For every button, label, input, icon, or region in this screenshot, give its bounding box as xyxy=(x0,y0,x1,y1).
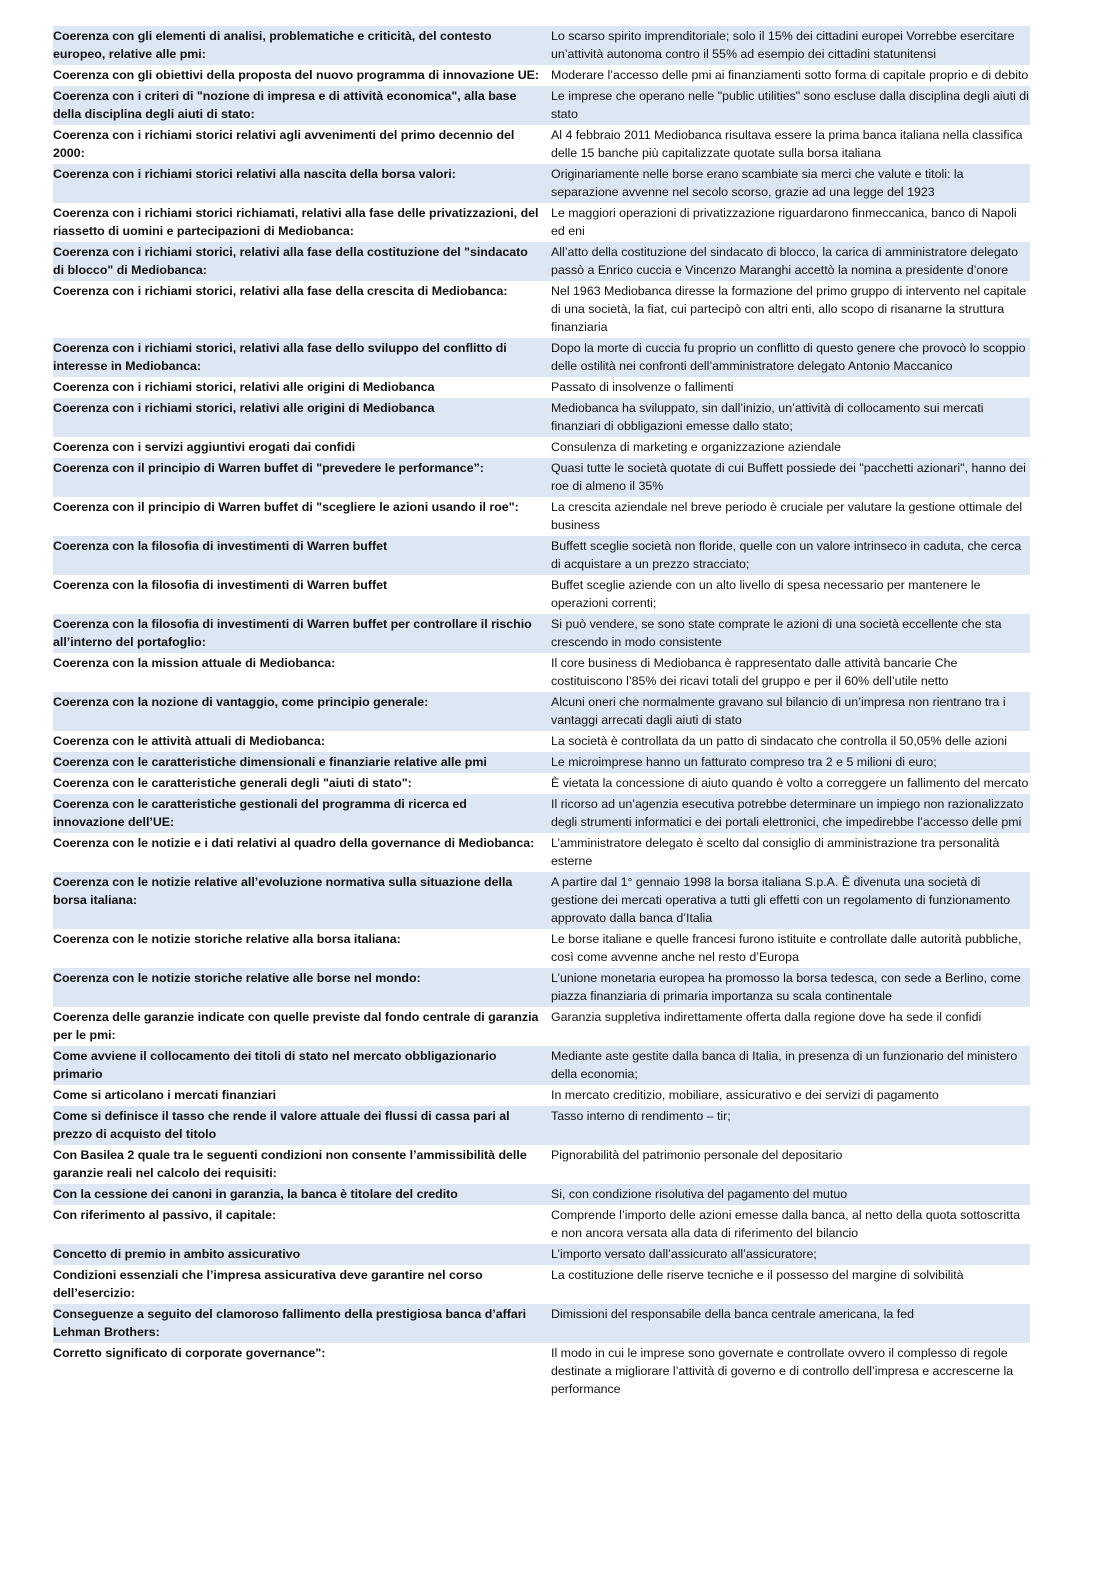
table-row xyxy=(53,1304,1030,1343)
question-cell: Coerenza con i richiami storici relativi alla nascita della borsa valori: xyxy=(53,164,549,203)
answer-cell: È vietata la concessione di aiuto quando è volto a correggere un fallimento del mercato xyxy=(549,773,1030,794)
question-cell: Coerenza con gli elementi di analisi, problematiche e criticità, del contesto europeo, relative alle pmi: xyxy=(53,26,549,65)
answer-cell: Dopo la morte di cuccia fu proprio un conflitto di questo genere che provocò lo scoppio delle ostilità nei confronti dell’amministratore delegato Antonio Maccanico xyxy=(549,338,1030,377)
table-row xyxy=(53,497,1030,536)
question-cell: Come si definisce il tasso che rende il valore attuale dei flussi di cassa pari al prezzo di acquisto del titolo xyxy=(53,1106,549,1145)
question-cell: Coerenza con gli obiettivi della proposta del nuovo programma di innovazione UE: xyxy=(53,65,549,86)
table-row xyxy=(53,1244,1030,1265)
question-cell: Coerenza con la filosofia di investimenti di Warren buffet per controllare il rischio all’interno del portafoglio: xyxy=(53,614,549,653)
table-row xyxy=(53,833,1030,872)
answer-cell: Il core business di Mediobanca è rappresentato dalle attività bancarie Che costituiscono l’85% dei ricavi totali del gruppo e per il 60% dell’utile netto xyxy=(549,653,1030,692)
question-cell: Corretto significato di corporate governance": xyxy=(53,1343,549,1400)
table-row xyxy=(53,437,1030,458)
table-row xyxy=(53,377,1030,398)
answer-cell: All’atto della costituzione del sindacato di blocco, la carica di amministratore delegato passò a Enrico cuccia e Vincenzo Maranghi accettò la nomina a presidente d’onore xyxy=(549,242,1030,281)
answer-cell: Mediante aste gestite dalla banca di Italia, in presenza di un funzionario del ministero della economia; xyxy=(549,1046,1030,1085)
answer-cell: Quasi tutte le società quotate di cui Buffett possiede dei "pacchetti azionari", hanno dei roe di almeno il 35% xyxy=(549,458,1030,497)
table-row xyxy=(53,65,1030,86)
answer-cell: Lo scarso spirito imprenditoriale; solo il 15% dei cittadini europei Vorrebbe esercitare un’attività autonoma contro il 55% ad esempio dei cittadini statunitensi xyxy=(549,26,1030,65)
question-cell: Coerenza con le caratteristiche generali degli "aiuti di stato": xyxy=(53,773,549,794)
answer-cell: Le imprese che operano nelle "public utilities" sono escluse dalla disciplina degli aiuti di stato xyxy=(549,86,1030,125)
question-cell: Concetto di premio in ambito assicurativo xyxy=(53,1244,549,1265)
question-cell: Con la cessione dei canoni in garanzia, la banca è titolare del credito xyxy=(53,1184,549,1205)
answer-cell: Tasso interno di rendimento – tir; xyxy=(549,1106,1030,1145)
question-cell: Coerenza con il principio di Warren buffet di "prevedere le performance”: xyxy=(53,458,549,497)
answer-cell: Originariamente nelle borse erano scambiate sia merci che valute e titoli: la separazione avvenne nel secolo scorso, grazie ad una legge del 1923 xyxy=(549,164,1030,203)
question-cell: Coerenza con i richiami storici, relativi alla fase dello sviluppo del conflitto di interesse in Mediobanca: xyxy=(53,338,549,377)
answer-cell: A partire dal 1° gennaio 1998 la borsa italiana S.p.A. È divenuta una società di gestione dei mercati operativa a tutti gli effetti con un regolamento di funzionamento approvato dalla banca d’Italia xyxy=(549,872,1030,929)
table-row xyxy=(53,1046,1030,1085)
question-cell: Conseguenze a seguito del clamoroso fallimento della prestigiosa banca d’affari Lehman Brothers: xyxy=(53,1304,549,1343)
table-row xyxy=(53,794,1030,833)
answer-cell: Si, con condizione risolutiva del pagamento del mutuo xyxy=(549,1184,1030,1205)
qa-table xyxy=(53,26,1030,1400)
answer-cell: Al 4 febbraio 2011 Mediobanca risultava essere la prima banca italiana nella classifica delle 15 banche più capitalizzate quotate sulla borsa italiana xyxy=(549,125,1030,164)
table-row xyxy=(53,692,1030,731)
qa-table-body xyxy=(53,26,1030,1400)
question-cell: Coerenza con le caratteristiche dimensionali e finanziarie relative alle pmi xyxy=(53,752,549,773)
answer-cell: L’amministratore delegato è scelto dal consiglio di amministrazione tra personalità esterne xyxy=(549,833,1030,872)
question-cell: Coerenza con la nozione di vantaggio, come principio generale: xyxy=(53,692,549,731)
question-cell: Coerenza con i richiami storici, relativi alle origini di Mediobanca xyxy=(53,377,549,398)
question-cell: Coerenza con i criteri di "nozione di impresa e di attività economica", alla base della disciplina degli aiuti di stato: xyxy=(53,86,549,125)
table-row xyxy=(53,1085,1030,1106)
table-row xyxy=(53,752,1030,773)
answer-cell: Il modo in cui le imprese sono governate e controllate ovvero il complesso di regole destinate a migliorare l’attività di governo e di controllo dell’impresa e accrescerne la performance xyxy=(549,1343,1030,1400)
table-row xyxy=(53,872,1030,929)
table-row xyxy=(53,653,1030,692)
question-cell: Coerenza con i richiami storici, relativi alle origini di Mediobanca xyxy=(53,398,549,437)
question-cell: Come avviene il collocamento dei titoli di stato nel mercato obbligazionario primario xyxy=(53,1046,549,1085)
question-cell: Coerenza con i richiami storici richiamati, relativi alla fase delle privatizzazioni, del riassetto di uomini e partecipazioni di Mediobanca: xyxy=(53,203,549,242)
question-cell: Coerenza con la mission attuale di Mediobanca: xyxy=(53,653,549,692)
answer-cell: Buffet sceglie aziende con un alto livello di spesa necessario per mantenere le operazioni correnti; xyxy=(549,575,1030,614)
answer-cell: L’importo versato dall’assicurato all’assicuratore; xyxy=(549,1244,1030,1265)
answer-cell: Dimissioni del responsabile della banca centrale americana, la fed xyxy=(549,1304,1030,1343)
question-cell: Condizioni essenziali che l’impresa assicurativa deve garantire nel corso dell’esercizio: xyxy=(53,1265,549,1304)
question-cell: Coerenza con le notizie storiche relative alla borsa italiana: xyxy=(53,929,549,968)
table-row xyxy=(53,929,1030,968)
answer-cell: Nel 1963 Mediobanca diresse la formazione del primo gruppo di intervento nel capitale di una società, la fiat, cui partecipò con altri enti, allo scopo di risanarne la struttura finanziaria xyxy=(549,281,1030,338)
answer-cell: Moderare l’accesso delle pmi ai finanziamenti sotto forma di capitale proprio e di debito xyxy=(549,65,1030,86)
question-cell: Con riferimento al passivo, il capitale: xyxy=(53,1205,549,1244)
table-row xyxy=(53,1007,1030,1046)
table-row xyxy=(53,203,1030,242)
question-cell: Coerenza con le notizie e i dati relativi al quadro della governance di Mediobanca: xyxy=(53,833,549,872)
answer-cell: Alcuni oneri che normalmente gravano sul bilancio di un’impresa non rientrano tra i vantaggi arrecati dagli aiuti di stato xyxy=(549,692,1030,731)
answer-cell: Le maggiori operazioni di privatizzazione riguardarono finmeccanica, banco di Napoli ed eni xyxy=(549,203,1030,242)
answer-cell: La società è controllata da un patto di sindacato che controlla il 50,05% delle azioni xyxy=(549,731,1030,752)
table-row xyxy=(53,1145,1030,1184)
table-row xyxy=(53,1184,1030,1205)
table-row xyxy=(53,575,1030,614)
table-row xyxy=(53,1205,1030,1244)
table-row xyxy=(53,86,1030,125)
answer-cell: Comprende l’importo delle azioni emesse dalla banca, al netto della quota sottoscritta e non ancora versata alla data di riferimento del bilancio xyxy=(549,1205,1030,1244)
table-row xyxy=(53,536,1030,575)
answer-cell: In mercato creditizio, mobiliare, assicurativo e dei servizi di pagamento xyxy=(549,1085,1030,1106)
question-cell: Coerenza con la filosofia di investimenti di Warren buffet xyxy=(53,536,549,575)
table-row xyxy=(53,338,1030,377)
answer-cell: Pignorabilità del patrimonio personale del depositario xyxy=(549,1145,1030,1184)
question-cell: Coerenza con le notizie storiche relative alle borse nel mondo: xyxy=(53,968,549,1007)
answer-cell: L’unione monetaria europea ha promosso la borsa tedesca, con sede a Berlino, come piazza finanziaria di primaria importanza su scala continentale xyxy=(549,968,1030,1007)
answer-cell: Mediobanca ha sviluppato, sin dall’inizio, un’attività di collocamento sui mercati finanziari di obbligazioni emesse dallo stato; xyxy=(549,398,1030,437)
question-cell: Coerenza con i richiami storici relativi agli avvenimenti del primo decennio del 2000: xyxy=(53,125,549,164)
answer-cell: Consulenza di marketing e organizzazione aziendale xyxy=(549,437,1030,458)
question-cell: Coerenza con le notizie relative all’evoluzione normativa sulla situazione della borsa italiana: xyxy=(53,872,549,929)
question-cell: Con Basilea 2 quale tra le seguenti condizioni non consente l’ammissibilità delle garanzie reali nel calcolo dei requisiti: xyxy=(53,1145,549,1184)
question-cell: Coerenza con i richiami storici, relativi alla fase della crescita di Mediobanca: xyxy=(53,281,549,338)
question-cell: Coerenza con i servizi aggiuntivi erogati dai confidi xyxy=(53,437,549,458)
table-row xyxy=(53,1265,1030,1304)
table-row xyxy=(53,26,1030,65)
table-row xyxy=(53,773,1030,794)
question-cell: Coerenza con i richiami storici, relativi alla fase della costituzione del "sindacato di blocco" di Mediobanca: xyxy=(53,242,549,281)
table-row xyxy=(53,281,1030,338)
question-cell: Coerenza con la filosofia di investimenti di Warren buffet xyxy=(53,575,549,614)
table-row xyxy=(53,614,1030,653)
answer-cell: Passato di insolvenze o fallimenti xyxy=(549,377,1030,398)
table-row xyxy=(53,164,1030,203)
table-row xyxy=(53,458,1030,497)
table-row xyxy=(53,125,1030,164)
answer-cell: Buffett sceglie società non floride, quelle con un valore intrinseco in caduta, che cerca di acquistare a un prezzo stracciato; xyxy=(549,536,1030,575)
answer-cell: Garanzia suppletiva indirettamente offerta dalla regione dove ha sede il confidi xyxy=(549,1007,1030,1046)
answer-cell: Le borse italiane e quelle francesi furono istituite e controllate dalle autorità pubbliche, così come avvenne anche nel resto d’Europa xyxy=(549,929,1030,968)
table-row xyxy=(53,242,1030,281)
question-cell: Coerenza delle garanzie indicate con quelle previste dal fondo centrale di garanzia per le pmi: xyxy=(53,1007,549,1046)
table-row xyxy=(53,968,1030,1007)
answer-cell: La crescita aziendale nel breve periodo è cruciale per valutare la gestione ottimale del business xyxy=(549,497,1030,536)
answer-cell: Si può vendere, se sono state comprate le azioni di una società eccellente che sta crescendo in modo consistente xyxy=(549,614,1030,653)
question-cell: Coerenza con le attività attuali di Mediobanca: xyxy=(53,731,549,752)
table-row xyxy=(53,1106,1030,1145)
answer-cell: Le microimprese hanno un fatturato compreso tra 2 e 5 milioni di euro; xyxy=(549,752,1030,773)
table-row xyxy=(53,398,1030,437)
answer-cell: Il ricorso ad un’agenzia esecutiva potrebbe determinare un impiego non razionalizzato degli strumenti informatici e dei portali elettronici, che impedirebbe l’accesso delle pmi xyxy=(549,794,1030,833)
table-row xyxy=(53,731,1030,752)
question-cell: Coerenza con le caratteristiche gestionali del programma di ricerca ed innovazione dell’UE: xyxy=(53,794,549,833)
question-cell: Come si articolano i mercati finanziari xyxy=(53,1085,549,1106)
table-row xyxy=(53,1343,1030,1400)
question-cell: Coerenza con il principio di Warren buffet di "scegliere le azioni usando il roe": xyxy=(53,497,549,536)
answer-cell: La costituzione delle riserve tecniche e il possesso del margine di solvibilità xyxy=(549,1265,1030,1304)
